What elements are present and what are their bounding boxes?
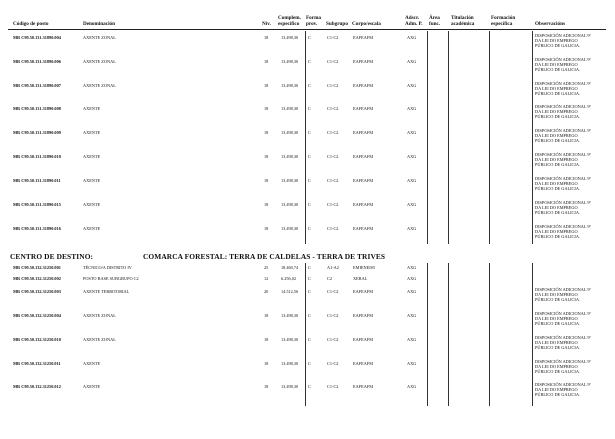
cell-denominacion: AXENTE (83, 384, 101, 389)
cell-denominacion: AXENTE ZONAL (83, 35, 116, 40)
observacion-line: DA LEI DO EMPREGO (535, 85, 578, 91)
observacion-line: DA LEI DO EMPREGO (535, 386, 578, 392)
observacion-line: DA LEI DO EMPREGO (535, 291, 578, 297)
header-rule (8, 29, 606, 30)
cell-complemento: 18.460,74 (281, 265, 299, 270)
cell-adscr: AXG (407, 337, 417, 342)
cell-nivel: 18 (264, 154, 269, 159)
cell-corpo: EAFEAFM (353, 202, 374, 207)
cell-adscr: AXG (407, 154, 417, 159)
cell-nivel: 18 (264, 202, 269, 207)
observacion-line: PÚBLICO DE GALICIA. (535, 296, 580, 302)
cell-corpo: EAFEAFM (353, 154, 374, 159)
cell-adscr: AXG (407, 35, 417, 40)
cell-observaciones (535, 129, 601, 144)
cell-subgrupo: C1-C2 (327, 361, 339, 366)
cell-nivel: 18 (264, 384, 269, 389)
cell-observaciones (535, 105, 601, 120)
cell-observaciones (535, 360, 601, 375)
observacion-line: DA LEI DO EMPREGO (535, 61, 578, 67)
cell-corpo: EAFEAFM (353, 59, 374, 64)
cell-subgrupo: C1-C2 (327, 35, 339, 40)
cell-complemento: 13.498,30 (281, 154, 299, 159)
header-area-2: func. (429, 21, 441, 27)
observacion-line: PÚBLICO DE GALICIA. (535, 391, 580, 397)
cell-nivel: 18 (264, 130, 269, 135)
cell-forma: C (308, 106, 311, 111)
cell-adscr: AXG (407, 265, 417, 270)
cell-nivel: 18 (264, 337, 269, 342)
cell-denominacion: AXENTE ZONAL (83, 337, 116, 342)
cell-forma: C (308, 337, 311, 342)
column-divider (305, 263, 306, 406)
cell-codigo: MR C99.50.132.31250.003 (13, 289, 61, 294)
header-adscr-2: Adm. P. (405, 21, 423, 27)
observacion-line: DISPOSICIÓN ADICIONAL 9ª (535, 57, 591, 62)
observacion-line: DA LEI DO EMPREGO (535, 315, 578, 321)
header-nivel: Niv. (262, 21, 271, 27)
cell-corpo: EAFEAFM (353, 313, 374, 318)
cell-observaciones (535, 312, 601, 327)
cell-codigo: MR C99.50.132.31250.001 (13, 265, 61, 270)
observacion-line: DISPOSICIÓN ADICIONAL 9ª (535, 335, 591, 340)
cell-codigo: MR C99.50.131.31890.016 (13, 226, 61, 231)
observacion-line: DA LEI DO EMPREGO (535, 339, 578, 345)
observacion-line: DISPOSICIÓN ADICIONAL 9ª (535, 152, 591, 157)
cell-corpo: EAFEAFM (353, 361, 374, 366)
cell-subgrupo: C1-C2 (327, 202, 339, 207)
cell-codigo: MR C99.50.131.31890.011 (13, 178, 61, 183)
cell-corpo: EAFEAFM (353, 226, 374, 231)
cell-denominacion: POSTO BASE SUBGRUPO C2 (83, 276, 139, 281)
cell-nivel: 20 (264, 289, 269, 294)
cell-adscr: AXG (407, 130, 417, 135)
cell-forma: C (308, 384, 311, 389)
column-divider (489, 263, 490, 406)
observacion-line: PÚBLICO DE GALICIA. (535, 137, 580, 143)
cell-forma: C (308, 265, 311, 270)
cell-forma: C (308, 59, 311, 64)
observacion-line: DA LEI DO EMPREGO (535, 37, 578, 43)
cell-complemento: 13.498,30 (281, 83, 299, 88)
cell-denominacion: AXENTE ZONAL (83, 59, 116, 64)
observacion-line: DISPOSICIÓN ADICIONAL 9ª (535, 359, 591, 364)
cell-denominacion: AXENTE TERRITORIAL (83, 289, 130, 294)
cell-complemento: 13.498,30 (281, 384, 299, 389)
cell-denominacion: AXENTE (83, 202, 101, 207)
observacion-line: DA LEI DO EMPREGO (535, 156, 578, 162)
cell-forma: C (308, 130, 311, 135)
cell-complemento: 13.498,30 (281, 35, 299, 40)
cell-observaciones (535, 383, 601, 398)
cell-codigo: MR C99.50.131.31890.007 (13, 83, 61, 88)
cell-observaciones (535, 177, 601, 192)
cell-adscr: AXG (407, 83, 417, 88)
column-divider (532, 263, 533, 406)
cell-adscr: AXG (407, 59, 417, 64)
cell-forma: C (308, 289, 311, 294)
centre-name: COMARCA FORESTAL: TERRA DE CALDELAS - TERRA DE TRIVES (143, 252, 386, 261)
column-divider (489, 31, 490, 244)
cell-codigo: MR C99.50.131.31890.010 (13, 154, 61, 159)
cell-complemento: 13.498,30 (281, 202, 299, 207)
cell-observaciones (535, 34, 601, 49)
cell-forma: C (308, 361, 311, 366)
cell-corpo: EMIENEIS5 (353, 265, 376, 270)
cell-nivel: 18 (264, 59, 269, 64)
cell-nivel: 18 (264, 35, 269, 40)
cell-codigo: MR C99.50.131.31890.008 (13, 106, 61, 111)
observacion-line: PÚBLICO DE GALICIA. (535, 368, 580, 374)
cell-nivel: 18 (264, 83, 269, 88)
observacion-line: DISPOSICIÓN ADICIONAL 9ª (535, 311, 591, 316)
cell-corpo: EAFEAFM (353, 35, 374, 40)
cell-observaciones (535, 201, 601, 216)
header-area-1: Área (429, 15, 440, 21)
cell-subgrupo: C1-C2 (327, 59, 339, 64)
cell-adscr: AXG (407, 289, 417, 294)
observacion-line: DA LEI DO EMPREGO (535, 363, 578, 369)
cell-denominacion: TÉCNICO/A DISTRITO IV (83, 265, 132, 270)
cell-adscr: AXG (407, 226, 417, 231)
observacion-line: DISPOSICIÓN ADICIONAL 9ª (535, 81, 591, 86)
header-complemento-2: específico (278, 21, 300, 27)
header-observaciones: Observacións (535, 21, 565, 27)
cell-complemento: 13.498,30 (281, 106, 299, 111)
cell-subgrupo: C1-C2 (327, 130, 339, 135)
cell-complemento: 13.498,30 (281, 59, 299, 64)
cell-corpo: EAFEAFM (353, 178, 374, 183)
cell-corpo: EAFEAFM (353, 337, 374, 342)
cell-adscr: AXG (407, 276, 417, 281)
observacion-line: DA LEI DO EMPREGO (535, 108, 578, 114)
cell-codigo: MR C99.50.131.31890.006 (13, 59, 61, 64)
header-titulacion-1: Titulación (451, 15, 474, 21)
header-subgrupo: Subgrupo (326, 21, 348, 27)
cell-forma: C (308, 226, 311, 231)
cell-nivel: 18 (264, 361, 269, 366)
observacion-line: PÚBLICO DE GALICIA. (535, 233, 580, 239)
cell-codigo: MR C99.50.131.31890.015 (13, 202, 61, 207)
observacion-line: DISPOSICIÓN ADICIONAL 9ª (535, 33, 591, 38)
cell-codigo: MR C99.50.131.31890.009 (13, 130, 61, 135)
cell-denominacion: AXENTE ZONAL (83, 313, 116, 318)
header-forma-2: prov. (306, 21, 318, 27)
cell-complemento: 13.498,30 (281, 226, 299, 231)
cell-denominacion: AXENTE (83, 106, 101, 111)
observacion-line: PÚBLICO DE GALICIA. (535, 185, 580, 191)
cell-nivel: 18 (264, 178, 269, 183)
observacion-line: DISPOSICIÓN ADICIONAL 9ª (535, 176, 591, 181)
cell-observaciones (535, 225, 601, 240)
cell-codigo: MR C99.50.132.31250.004 (13, 313, 61, 318)
cell-nivel: 25 (264, 265, 269, 270)
observacion-line: PÚBLICO DE GALICIA. (535, 90, 580, 96)
cell-denominacion: AXENTE (83, 130, 101, 135)
cell-subgrupo: C1-C2 (327, 178, 339, 183)
observacion-line: PÚBLICO DE GALICIA. (535, 66, 580, 72)
cell-forma: C (308, 313, 311, 318)
cell-complemento: 13.498,30 (281, 178, 299, 183)
cell-adscr: AXG (407, 361, 417, 366)
cell-forma: C (308, 178, 311, 183)
column-divider (427, 31, 428, 244)
cell-subgrupo: A1-A2 (327, 265, 339, 270)
observacion-line: DA LEI DO EMPREGO (535, 132, 578, 138)
cell-corpo: EAFEAFM (353, 106, 374, 111)
cell-codigo: MR C99.50.132.31250.011 (13, 361, 61, 366)
cell-nivel: 18 (264, 313, 269, 318)
cell-subgrupo: C1-C2 (327, 106, 339, 111)
cell-adscr: AXG (407, 384, 417, 389)
header-titulacion-2: académica (451, 21, 475, 27)
cell-forma: C (308, 276, 311, 281)
observacion-line: PÚBLICO DE GALICIA. (535, 209, 580, 215)
cell-observaciones (535, 58, 601, 73)
header-forma-1: Forma (306, 15, 321, 21)
cell-subgrupo: C1-C2 (327, 154, 339, 159)
observacion-line: DISPOSICIÓN ADICIONAL 9ª (535, 104, 591, 109)
header-codigo: Código de posto (13, 21, 49, 27)
header-complemento-1: Complem. (278, 15, 301, 21)
cell-nivel: 18 (264, 106, 269, 111)
observacion-line: DISPOSICIÓN ADICIONAL 9ª (535, 128, 591, 133)
cell-observaciones (535, 288, 601, 303)
column-divider (448, 31, 449, 244)
cell-forma: C (308, 202, 311, 207)
cell-observaciones (535, 336, 601, 351)
cell-complemento: 6.256,02 (281, 276, 297, 281)
observacion-line: DA LEI DO EMPREGO (535, 228, 578, 234)
cell-adscr: AXG (407, 202, 417, 207)
cell-corpo: EAFEAFM (353, 384, 374, 389)
observacion-line: DISPOSICIÓN ADICIONAL 9ª (535, 224, 591, 229)
cell-subgrupo: C1-C2 (327, 289, 339, 294)
column-divider (305, 31, 306, 244)
cell-subgrupo: C1-C2 (327, 226, 339, 231)
observacion-line: DA LEI DO EMPREGO (535, 204, 578, 210)
cell-corpo: EAFEAFM (353, 83, 374, 88)
observacion-line: PÚBLICO DE GALICIA. (535, 320, 580, 326)
cell-subgrupo: C1-C2 (327, 384, 339, 389)
cell-codigo: MR C99.50.132.31250.012 (13, 384, 61, 389)
cell-complemento: 13.498,30 (281, 361, 299, 366)
header-corpo: Corpo/escala (352, 21, 381, 27)
cell-nivel: 18 (264, 226, 269, 231)
cell-subgrupo: C2 (327, 276, 333, 281)
cell-denominacion: AXENTE (83, 361, 101, 366)
column-divider (427, 263, 428, 406)
cell-corpo: EAFEAFM (353, 130, 374, 135)
observacion-line: PÚBLICO DE GALICIA. (535, 42, 580, 48)
cell-adscr: AXG (407, 106, 417, 111)
cell-forma: C (308, 83, 311, 88)
cell-forma: C (308, 35, 311, 40)
cell-corpo: EAFEAFM (353, 289, 374, 294)
observacion-line: DISPOSICIÓN ADICIONAL 9ª (535, 287, 591, 292)
cell-denominacion: AXENTE (83, 154, 101, 159)
observacion-line: PÚBLICO DE GALICIA. (535, 344, 580, 350)
observacion-line: DISPOSICIÓN ADICIONAL 9ª (535, 382, 591, 387)
cell-subgrupo: C1-C2 (327, 83, 339, 88)
header-formacion-2: específica (491, 21, 513, 27)
column-divider (448, 263, 449, 406)
cell-codigo: MR C99.50.132.31250.010 (13, 337, 61, 342)
cell-complemento: 13.498,30 (281, 130, 299, 135)
cell-adscr: AXG (407, 313, 417, 318)
header-adscr-1: Adscr. (405, 15, 420, 21)
observacion-line: DA LEI DO EMPREGO (535, 180, 578, 186)
centre-label: CENTRO DE DESTINO: (10, 252, 94, 261)
cell-complemento: 13.498,30 (281, 337, 299, 342)
header-formacion-1: Formación (491, 15, 516, 21)
cell-observaciones (535, 82, 601, 97)
cell-forma: C (308, 154, 311, 159)
cell-corpo: XERAL (353, 276, 368, 281)
column-divider (532, 31, 533, 244)
observacion-line: PÚBLICO DE GALICIA. (535, 161, 580, 167)
observacion-line: DISPOSICIÓN ADICIONAL 9ª (535, 200, 591, 205)
cell-observaciones (535, 153, 601, 168)
cell-subgrupo: C1-C2 (327, 337, 339, 342)
cell-codigo: MR C99.50.132.31250.002 (13, 276, 61, 281)
cell-complemento: 13.498,30 (281, 313, 299, 318)
cell-denominacion: AXENTE ZONAL (83, 83, 116, 88)
observacion-line: PÚBLICO DE GALICIA. (535, 113, 580, 119)
cell-denominacion: AXENTE (83, 178, 101, 183)
header-denominacion: Denominación (83, 21, 115, 27)
cell-adscr: AXG (407, 178, 417, 183)
cell-nivel: 12 (264, 276, 269, 281)
cell-subgrupo: C1-C2 (327, 313, 339, 318)
cell-codigo: MR C99.50.131.31890.004 (13, 35, 61, 40)
cell-denominacion: AXENTE (83, 226, 101, 231)
cell-complemento: 14.512,56 (281, 289, 299, 294)
